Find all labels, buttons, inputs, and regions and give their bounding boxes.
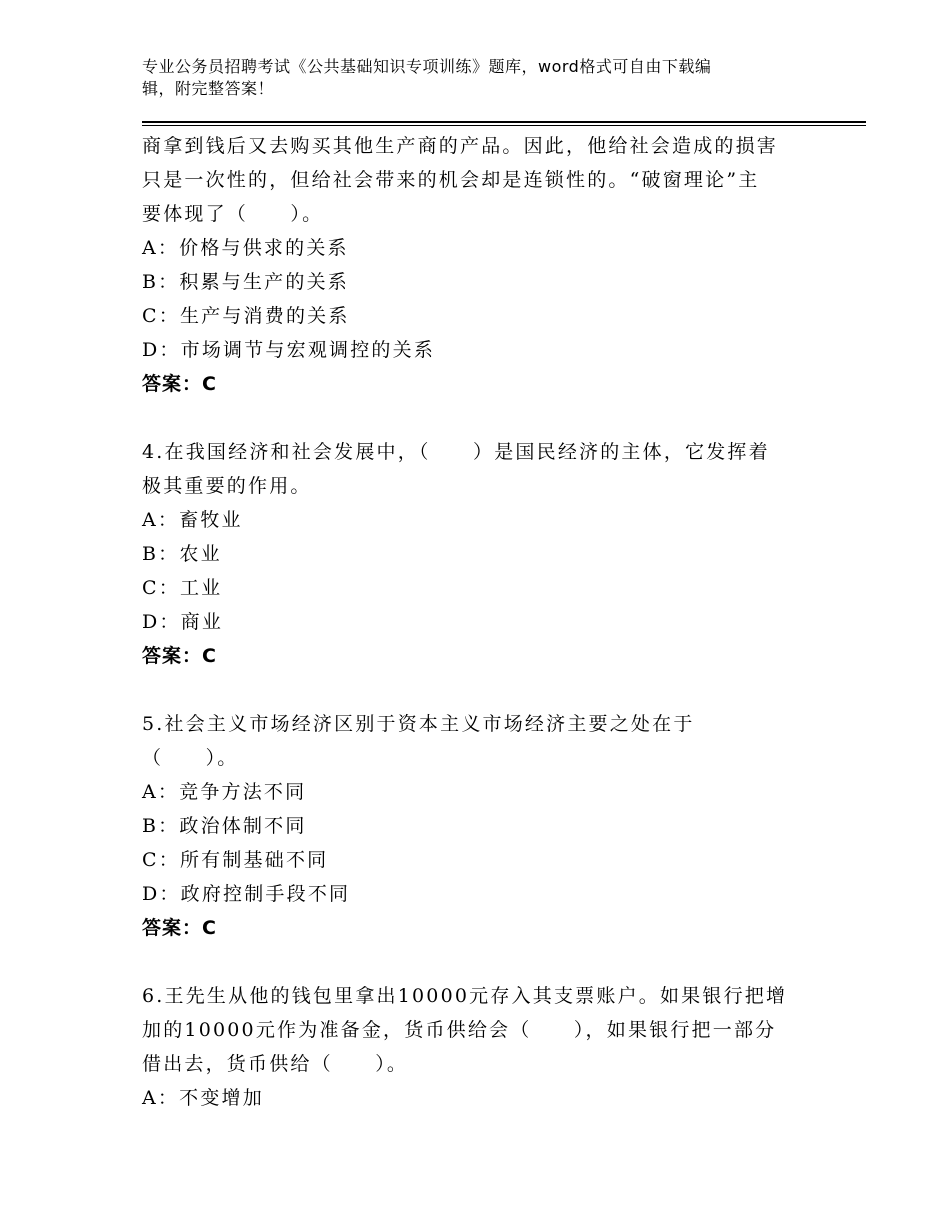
option-c: C：生产与消费的关系 [142, 305, 350, 327]
answer-label: 答案：C [142, 645, 217, 667]
spacer [142, 673, 802, 707]
option-d: D：商业 [142, 611, 224, 633]
option-c: C：工业 [142, 577, 223, 599]
option-b: B：农业 [142, 543, 222, 565]
answer-label: 答案：C [142, 917, 217, 939]
question-4 [142, 435, 802, 673]
header-line-1: 专业公务员招聘考试《公共基础知识专项训练》题库，word格式可自由下载编 [142, 57, 712, 76]
question-content [142, 129, 802, 1115]
header-rule-thick [142, 121, 866, 123]
option-a: A：不变增加 [142, 1087, 264, 1109]
question-6 [142, 979, 802, 1115]
answer-label: 答案：C [142, 373, 217, 395]
question-text-line: 5.社会主义市场经济区别于资本主义市场经济主要之处在于 [142, 713, 695, 735]
question-text-line: 极其重要的作用。 [142, 475, 312, 497]
question-text-line: 只是一次性的，但给社会带来的机会却是连锁性的。“破窗理论”主 [142, 169, 760, 191]
question-3 [142, 129, 802, 401]
question-text-line: 借出去，货币供给（ ）。 [142, 1053, 409, 1075]
question-5 [142, 707, 802, 945]
spacer [142, 945, 802, 979]
header-rule-thin [142, 125, 866, 126]
option-d: D：政府控制手段不同 [142, 883, 351, 905]
header-line-2: 辑，附完整答案！ [142, 79, 275, 98]
option-a: A：畜牧业 [142, 509, 243, 531]
page-header [142, 56, 802, 100]
question-text-line: （ ）。 [142, 747, 239, 769]
question-text-line: 4.在我国经济和社会发展中，（ ）是国民经济的主体，它发挥着 [142, 441, 770, 463]
question-text-line: 商拿到钱后又去购买其他生产商的产品。因此，他给社会造成的损害 [142, 135, 779, 157]
spacer [142, 401, 802, 435]
option-a: A：价格与供求的关系 [142, 237, 349, 259]
question-text-line: 6.王先生从他的钱包里拿出10000元存入其支票账户。如果银行把增 [142, 985, 788, 1007]
option-c: C：所有制基础不同 [142, 849, 329, 871]
option-b: B：政治体制不同 [142, 815, 307, 837]
option-d: D：市场调节与宏观调控的关系 [142, 339, 436, 361]
option-b: B：积累与生产的关系 [142, 271, 349, 293]
question-text-line: 加的10000元作为准备金，货币供给会（ ），如果银行把一部分 [142, 1019, 777, 1041]
option-a: A：竞争方法不同 [142, 781, 307, 803]
question-text-line: 要体现了（ ）。 [142, 203, 324, 225]
